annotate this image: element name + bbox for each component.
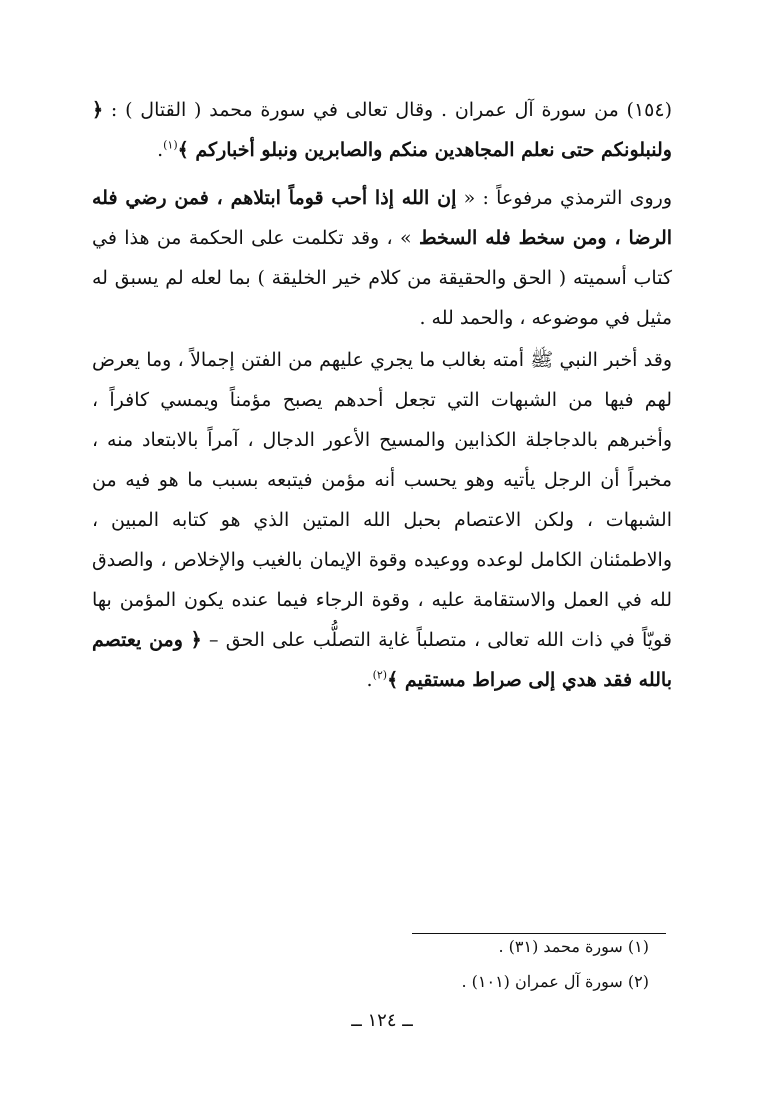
quran-verse: ﴿ ومن يعتصم بالله فقد هدي إلى صراط مستقيم ﴾ <box>92 629 672 691</box>
footnote-separator <box>412 933 666 934</box>
sentence-end: . <box>157 139 164 161</box>
footnote-marker: (٢) <box>372 668 388 682</box>
quran-verse: ﴿ ولنبلونكم حتى نعلم المجاهدين منكم والصابرين ونبلو أخباركم ﴾ <box>92 99 672 161</box>
surah-reference-text: (١٥٤) من سورة آل عمران . وقال تعالى في سورة محمد ( القتال ) : <box>110 99 672 121</box>
paragraph-fitan <box>92 340 672 700</box>
paragraph-body: وقد أخبر النبي ﷺ أمته بغالب ما يجري عليهم من الفتن إجمالاً ، وما يعرض لهم فيها من الشبهات التي تجعل أحدهم يصبح مؤمناً ويمسي كافراً ، وأخبرهم بالدجاجلة الكذابين والمسيح الأعور الدجال ، آمراً بالابتعاد منه ، مخبراً أن الرجل يأتيه وهو يحسب أنه مؤمن فيتبعه بسبب ما هو فيه من الشبهات ، ولكن الاعتصام بحبل الله المتين الذي هو كتابه المبين ، والاطمئنان الكامل لوعده ووعيده وقوة الإيمان بالغيب والإخلاص ، والصدق لله في العمل والاستقامة عليه ، وقوة الرجاء فيما عنده يكون المؤمن بها قويّاً في ذات الله تعالى ، متصلباً غاية التصلُّب على الحق – <box>92 349 672 651</box>
footnote-marker: (١) <box>163 138 178 152</box>
page-number: ــ ١٢٤ ــ <box>351 1010 413 1031</box>
paragraph-hadith <box>92 178 672 338</box>
footnote-2: (٢) سورة آل عمران (١٠١) . <box>461 972 649 991</box>
footnote-1: (١) سورة محمد (٣١) . <box>498 937 649 956</box>
paragraph-quran-citation <box>92 90 672 170</box>
sentence-end: . <box>366 669 373 691</box>
hadith-intro: وروى الترمذي مرفوعاً : « <box>463 187 672 209</box>
hadith-text: إن الله إذا أحب قوماً ابتلاهم ، فمن رضي فله الرضا ، ومن سخط فله السخط <box>92 187 673 249</box>
hadith-commentary: » ، وقد تكلمت على الحكمة من هذا في كتاب أسميته ( الحق والحقيقة من كلام خير الخليقة ) بما لعله لم يسبق له مثيل في موضوعه ، والحمد لله . <box>92 227 672 329</box>
